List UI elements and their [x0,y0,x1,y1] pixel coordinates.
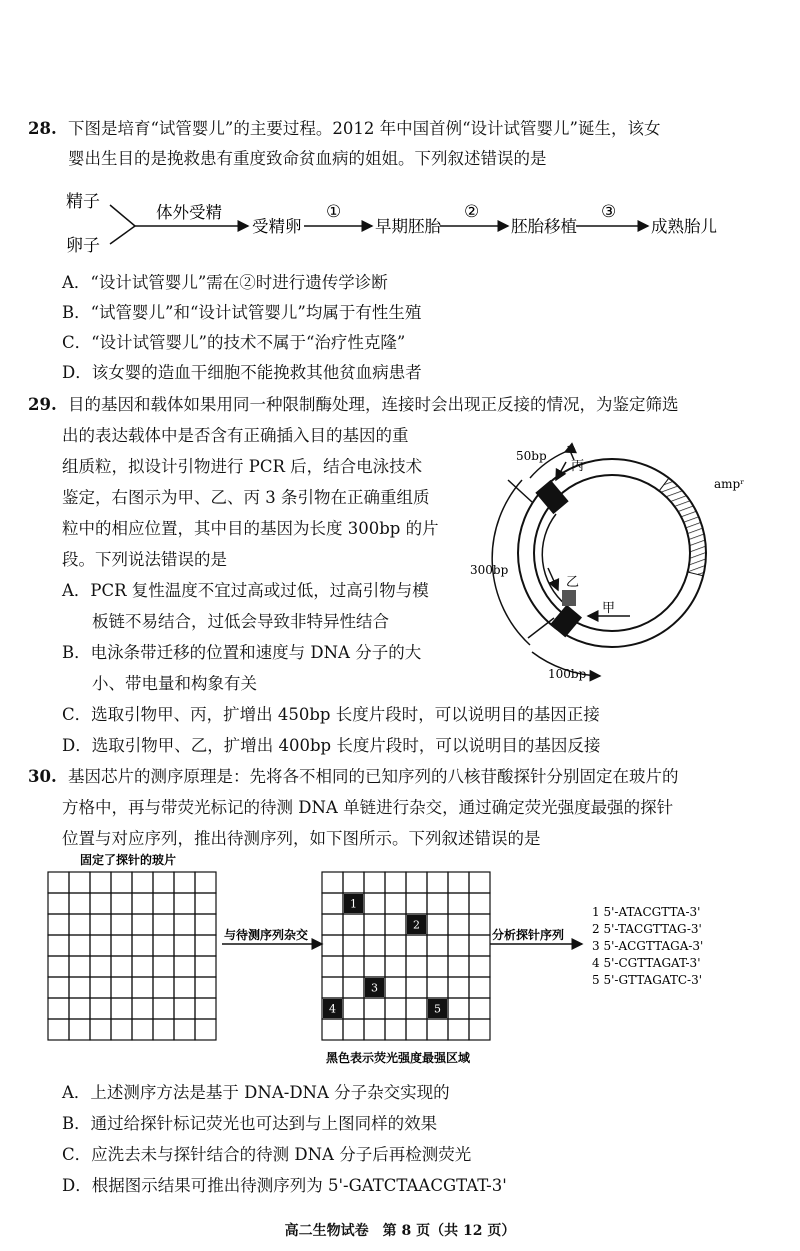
grid-cell [364,1019,385,1040]
grid-cell [343,977,364,998]
grid-cell [448,998,469,1019]
spot-number: 5 [434,1002,441,1016]
q30-option-c: C．应洗去未与探针结合的待测 DNA 分子后再检测荧光 [62,1145,472,1164]
spot-number: 1 [350,897,357,911]
grid-cell [385,1019,406,1040]
q29-stem-line5: 粒中的相应位置，其中目的基因为长度 300bp 的片 [62,519,439,538]
grid-cell [385,998,406,1019]
q29-stem-line1: 目的基因和载体如果用同一种限制酶处理，连接时会出现正反接的情况，为鉴定筛选 [68,395,679,414]
label-primer-bing: 丙 [571,459,585,474]
grid-cell [90,914,111,935]
q29-stem-line6: 段。下列说法错误的是 [62,550,227,569]
grid-cell [469,893,490,914]
grid-cell [469,956,490,977]
fluorescence-caption: 黑色表示荧光强度最强区域 [326,1051,471,1065]
ampr-gene-segment [659,478,706,576]
grid-cell [406,935,427,956]
grid-cell [111,935,132,956]
grid-cell [153,893,174,914]
grid-cell [448,872,469,893]
early-embryo-label: 早期胚胎 [375,217,441,236]
probe-seq-1: 1 5'-ATACGTTA-3' [592,905,701,919]
grid-cell [195,893,216,914]
zygote-label: 受精卵 [252,217,302,236]
grid-cell [427,872,448,893]
q28-option-b: B．“试管婴儿”和“设计试管婴儿”均属于有性生殖 [62,303,422,322]
grid-cell [469,935,490,956]
grid-cell [111,998,132,1019]
grid-cell [174,914,195,935]
ivf-label: 体外受精 [156,203,222,222]
grid-cell [469,872,490,893]
egg-line [110,226,135,244]
grid-cell [132,893,153,914]
q28-option-c: C．“设计试管婴儿”的技术不属于“治疗性克隆” [62,333,406,352]
grid-cell [427,956,448,977]
grid-cell [153,935,174,956]
spot-number: 4 [329,1002,336,1016]
grid-cell [343,872,364,893]
grid-cell [385,914,406,935]
grid-cell [469,977,490,998]
q29-option-a-line1: A．PCR 复性温度不宜过高或过低，过高引物与模 [62,581,429,600]
grid-cell [195,956,216,977]
gene-chip-diagram [0,850,800,1070]
label-300bp: 300bp [470,563,509,577]
grid-cell [174,872,195,893]
grid-cell [48,914,69,935]
grid-cell [322,914,343,935]
step1-marker: ① [326,202,342,222]
grid-cell [469,998,490,1019]
grid-cell [448,914,469,935]
q29-number: 29. [28,395,57,414]
probe-seq-3: 3 5'-ACGTTAGA-3' [592,939,704,953]
hybridize-label: 与待测序列杂交 [224,928,309,942]
hybridized-slide-grid [322,872,490,1040]
grid-cell [153,914,174,935]
grid-cell [364,998,385,1019]
grid-cell [90,872,111,893]
grid-cell [385,893,406,914]
q29-option-c: C．选取引物甲、丙，扩增出 450bp 长度片段时，可以说明目的基因正接 [62,705,600,724]
q28-number: 28. [28,119,57,138]
probe-slide-grid [48,872,216,1040]
grid-cell [385,956,406,977]
analyze-label: 分析探针序列 [492,928,565,942]
grid-cell [448,1019,469,1040]
grid-cell [343,935,364,956]
probe-seq-5: 5 5'-GTTAGATC-3' [592,973,703,987]
embryo-transfer-label: 胚胎移植 [511,217,577,236]
grid-cell [448,977,469,998]
grid-cell [385,935,406,956]
span-50bp-tick [568,446,574,460]
grid-cell [322,893,343,914]
grid-cell [448,956,469,977]
grid-cell [385,872,406,893]
grid-cell [406,956,427,977]
label-ampr: ampʳ [714,477,745,491]
egg-label: 卵子 [66,236,100,256]
grid-cell [427,935,448,956]
mature-fetus-label: 成熟胎儿 [651,217,717,236]
q28-stem-line2: 婴出生目的是挽救患有重度致命贫血病的姐姐。下列叙述错误的是 [68,149,547,168]
grid-cell [322,1019,343,1040]
grid-cell [69,935,90,956]
grid-cell [195,977,216,998]
spot-number: 2 [413,918,420,932]
grid-cell [48,956,69,977]
grid-cell [153,1019,174,1040]
q28-stem-line1: 下图是培育“试管婴儿”的主要过程。2012 年中国首例“设计试管婴儿”诞生，该女 [68,119,661,138]
grid-cell [174,1019,195,1040]
q30-stem-line2: 方格中，再与带荧光标记的待测 DNA 单链进行杂交，通过确定荧光强度最强的探针 [62,798,674,817]
probe-seq-4: 4 5'-CGTTAGAT-3' [592,956,701,970]
grid-cell [48,872,69,893]
grid-cell [448,935,469,956]
q30-stem-line3: 位置与对应序列，推出待测序列，如下图所示。下列叙述错误的是 [62,829,541,848]
grid-cell [343,1019,364,1040]
grid-cell [174,935,195,956]
label-primer-yi: 乙 [566,575,580,590]
grid-cell [48,1019,69,1040]
grid-cell [385,977,406,998]
grid-cell [427,914,448,935]
grid-cell [111,914,132,935]
grid-cell [195,935,216,956]
grid-cell [322,872,343,893]
primer-bing-site [535,480,568,514]
grid-cell [132,914,153,935]
grid-cell [153,956,174,977]
grid-cell [448,893,469,914]
q30-option-b: B．通过给探针标记荧光也可达到与上图同样的效果 [62,1114,438,1133]
grid-cell [322,956,343,977]
span-300bp-tick-bottom [528,618,554,638]
grid-cell [90,1019,111,1040]
grid-cell [343,998,364,1019]
grid-cell [427,977,448,998]
grid-cell [427,1019,448,1040]
probe-seq-2: 2 5'-TACGTTAG-3' [592,922,702,936]
grid-cell [427,893,448,914]
grid-cell [90,893,111,914]
grid-cell [469,1019,490,1040]
grid-cell [48,935,69,956]
grid-cell [153,977,174,998]
grid-cell [48,998,69,1019]
grid-cell [132,977,153,998]
grid-cell [406,893,427,914]
q30-option-a: A．上述测序方法是基于 DNA-DNA 分子杂交实现的 [62,1083,450,1102]
grid-cell [132,872,153,893]
q28-option-a: A．“设计试管婴儿”需在②时进行遗传学诊断 [62,273,388,292]
grid-cell [132,935,153,956]
grid-cell [174,998,195,1019]
grid-cell [69,914,90,935]
grid-cell [111,1019,132,1040]
q29-option-b-line1: B．电泳条带迁移的位置和速度与 DNA 分子的大 [62,643,422,662]
q29-option-a-line2: 板链不易结合，过低会导致非特异性结合 [92,612,389,631]
plasmid-diagram [470,440,770,690]
grid-cell [111,893,132,914]
q30-number: 30. [28,767,57,786]
grid-cell [364,893,385,914]
grid-cell [90,977,111,998]
grid-cell [132,956,153,977]
label-primer-jia: 甲 [602,601,616,616]
grid-cell [69,1019,90,1040]
grid-cell [174,956,195,977]
q29-option-b-line2: 小、带电量和构象有关 [92,674,257,693]
grid-cell [90,935,111,956]
primer-yi-arrow [548,568,558,590]
q28-option-d: D．该女婴的造血干细胞不能挽救其他贫血病患者 [62,363,422,382]
primer-yi-site [562,590,576,606]
grid-cell [69,977,90,998]
grid-cell [132,1019,153,1040]
q30-option-d: D．根据图示结果可推出待测序列为 5'-GATCTAACGTAT-3' [62,1176,507,1195]
spot-number: 3 [371,981,378,995]
grid-cell [153,998,174,1019]
grid-cell [111,956,132,977]
grid-cell [69,893,90,914]
grid-cell [364,935,385,956]
grid-cell [364,872,385,893]
grid-cell [48,893,69,914]
grid-cell [406,1019,427,1040]
grid-cell [195,872,216,893]
grid-cell [322,935,343,956]
label-50bp: 50bp [516,449,547,463]
q29-stem-line3: 组质粒，拟设计引物进行 PCR 后，结合电泳技术 [62,457,423,476]
grid-cell [90,956,111,977]
ivf-flow-diagram [0,0,800,280]
step2-marker: ② [464,202,480,222]
step3-marker: ③ [601,202,617,222]
grid-cell [69,956,90,977]
grid-cell [195,998,216,1019]
sperm-line [110,205,135,226]
grid-cell [195,914,216,935]
grid-cell [48,977,69,998]
grid-cell [174,893,195,914]
grid-cell [132,998,153,1019]
slide-title: 固定了探针的玻片 [80,853,177,867]
grid-cell [111,977,132,998]
q29-stem-line4: 鉴定，右图示为甲、乙、丙 3 条引物在正确重组质 [62,488,430,507]
grid-cell [406,977,427,998]
page-footer: 高二生物试卷 第 8 页（共 12 页） [284,1223,516,1239]
grid-cell [69,872,90,893]
grid-cell [364,956,385,977]
grid-cell [90,998,111,1019]
grid-cell [406,998,427,1019]
probe-sequence-list [592,905,703,987]
label-100bp: 100bp [548,667,587,681]
grid-cell [469,914,490,935]
q29-stem-line2: 出的表达载体中是否含有正确插入目的基因的重 [62,426,409,445]
grid-cell [153,872,174,893]
grid-cell [69,998,90,1019]
primer-jia-site [550,605,582,638]
grid-cell [174,977,195,998]
grid-cell [322,977,343,998]
grid-cell [364,914,385,935]
grid-cell [195,1019,216,1040]
sperm-label: 精子 [66,192,100,212]
q29-option-d: D．选取引物甲、乙，扩增出 400bp 长度片段时，可以说明目的基因反接 [62,736,601,755]
grid-cell [111,872,132,893]
grid-cell [406,872,427,893]
grid-cell [343,956,364,977]
grid-cell [343,914,364,935]
q30-stem-line1: 基因芯片的测序原理是：先将各不相同的已知序列的八核苷酸探针分别固定在玻片的 [68,767,679,786]
